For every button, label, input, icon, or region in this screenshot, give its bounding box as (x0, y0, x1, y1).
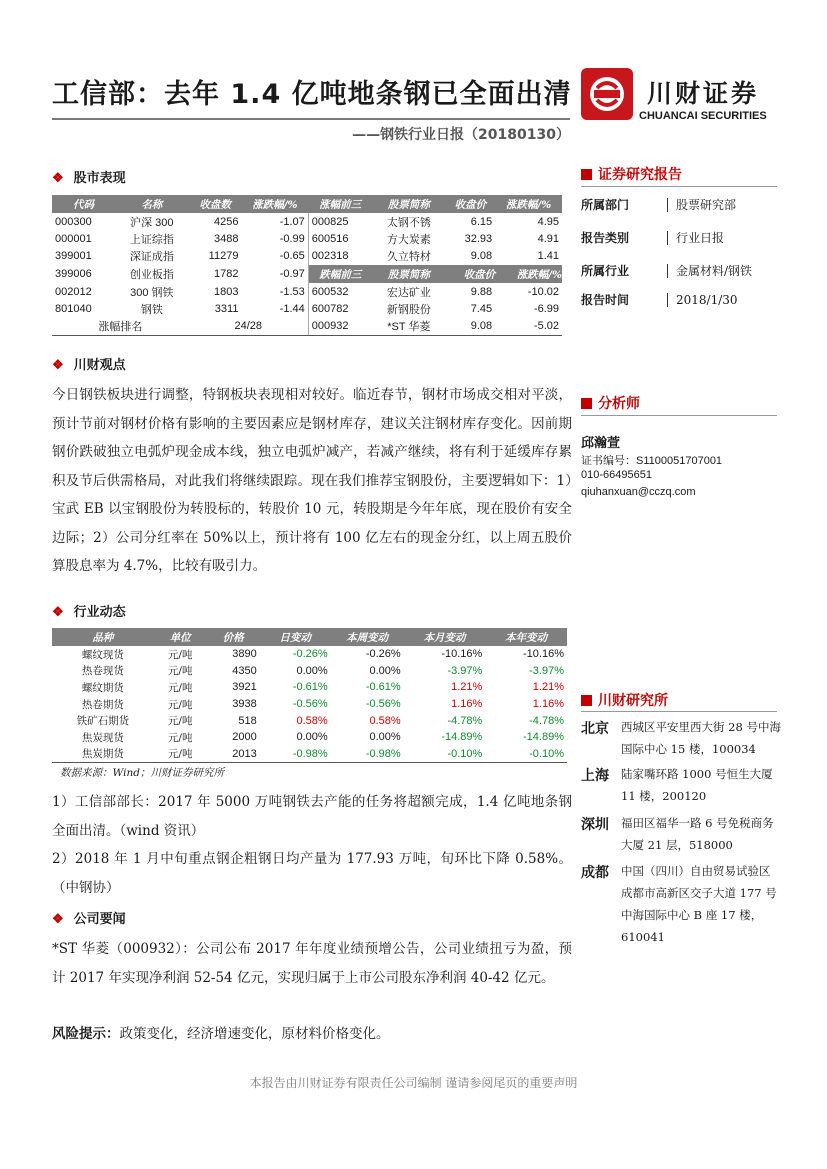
view-paragraph: 今日钢铁板块进行调整，特钢板块表现相对较好。临近春节，钢材市场成交相对平淡，预计节前对钢材价格有影响的主要因素应是钢材库存，建议关注钢材库存变化。因前期钢价跌破独立电弧炉现金成本线，独立电弧炉减产，若减产继续，将有利于延缓库存累积及节后供需格局，对此我们将继续跟踪。现在我们推荐宝钢股份，主要逻辑如下：1）宝武 EB 以宝钢股份为转股标的，转股价 10 元，转股期是今年年底，现在股价有安全边际；2）公司分红率在 50%以上，预计将有 100 亿左右的现金分红，以上周五股价算股息率为 4.7%，比较有吸引力。 (52, 387, 572, 574)
office-city: 北京 (581, 721, 609, 737)
table-row: 399006 创业板指 1782 -0.97 跌幅前三 股票简称 收盘价 涨跌幅/% (52, 265, 562, 283)
analyst-name: 邱瀚萱 (581, 436, 621, 451)
logo-chinese-name: 川财证券 (647, 79, 760, 108)
company-news: *ST 华菱（000932）：公司公布 2017 年年度业绩预增公告，公司业绩扭亏为盈，预计 2017 年实现净利润 52-54 亿元，实现归属于上市公司股东净利润 40-42 亿元。 (52, 941, 572, 986)
risk-note (52, 1020, 572, 1049)
red-square-icon (581, 398, 592, 409)
office-address: 中国（四川）自由贸易试验区成都市高新区交子大道 177 号中海国际中心 B 座 17 楼，610041 (621, 864, 777, 944)
table-row: 螺纹期货 元/吨 3921 -0.61% -0.61% 1.21% 1.21% (81, 681, 564, 694)
page-footer: 本报告由川财证券有限责任公司编制 谨请参阅尾页的重要声明 (249, 1076, 578, 1090)
table-row: 热卷期货 元/吨 3938 -0.56% -0.56% 1.16% 1.16% (81, 698, 564, 711)
office-city: 深圳 (581, 817, 609, 833)
data-source-note: 数据来源：Wind；川财证券研究所 (60, 767, 224, 779)
company-logo (581, 68, 781, 128)
report-info-heading: 证券研究报告 (581, 164, 682, 184)
analyst-email[interactable]: qiuhanxuan@cczq.com (581, 486, 696, 498)
office-address: 福田区福华一路 6 号免税商务大厦 21 层，518000 (621, 816, 774, 852)
analyst-phone: 010-66495651 (581, 469, 652, 481)
diamond-bullet-icon: ❖ (52, 171, 64, 186)
office-city: 上海 (581, 768, 609, 784)
company-heading: ❖ 公司要闻 (52, 912, 126, 927)
red-square-icon (581, 695, 592, 706)
table-row: 焦炭现货 元/吨 2000 0.00% 0.00% -14.89% -14.89% (81, 731, 564, 744)
table-row: 铁矿石期货 元/吨 518 0.58% 0.58% -4.78% -4.78% (76, 714, 564, 728)
table-row: 焦炭期货 元/吨 2013 -0.98% -0.98% -0.10% -0.10% (52, 746, 567, 763)
industry-heading: ❖ 行业动态 (52, 605, 126, 620)
diamond-bullet-icon: ❖ (52, 605, 64, 620)
industry-news-2: 2）2018 年 1 月中旬重点钢企粗钢日均产量为 177.93 万吨，旬环比下降 0.58%。（中钢协） (52, 851, 572, 896)
analyst-certificate: 证书编号：S1100051707001 (581, 455, 723, 467)
table-row: 801040 钢铁 3311 -1.44 600782 新钢股份 7.45 -6.99 (52, 301, 562, 318)
office-city: 成都 (581, 865, 609, 881)
report-info-row: 报告时间 2018/1/30 (581, 293, 738, 307)
sidebar-divider (581, 415, 777, 416)
table-row: 000001 上证综指 3488 -0.99 600516 方大炭素 32.93 4.91 (52, 230, 562, 247)
red-square-icon (581, 169, 592, 180)
table-row: 002012 300 钢铁 1803 -1.53 600532 宏达矿业 9.88 -10.02 (52, 283, 562, 300)
table-row: 螺纹现货 元/吨 3890 -0.26% -0.26% -10.16% -10.16% (81, 648, 564, 661)
diamond-bullet-icon: ❖ (52, 358, 64, 373)
industry-news-1: 1）工信部部长：2017 年 5000 万吨钢铁去产能的任务将超额完成，1.4 亿吨地条钢全面出清。（wind 资讯） (52, 794, 572, 839)
report-title: 工信部：去年 1.4 亿吨地条钢已全面出清 (52, 79, 572, 110)
office-address: 陆家嘴环路 1000 号恒生大厦 11 楼，200120 (621, 767, 773, 803)
industry-table (52, 628, 567, 763)
report-info-row: 所属行业 金属材料/钢铁 (581, 264, 753, 278)
diamond-bullet-icon: ❖ (52, 912, 64, 927)
risk-label: 风险提示： (52, 1026, 120, 1042)
table-row: 399001 深证成指 11279 -0.65 002318 久立特材 9.08 1.41 (52, 248, 562, 265)
analyst-heading: 分析师 (581, 393, 640, 413)
view-heading: ❖ 川财观点 (52, 358, 126, 373)
sidebar-divider (581, 711, 777, 712)
market-table (52, 195, 562, 336)
institute-heading: 川财研究所 (581, 690, 668, 710)
logo-english-name: CHUANCAI SECURITIES (639, 110, 767, 122)
risk-text: 政策变化，经济增速变化，原材料价格变化。 (119, 1026, 390, 1042)
report-info-row: 所属部门 股票研究部 (581, 198, 737, 212)
chuancai-logo-icon (581, 68, 633, 120)
report-info-row: 报告类别 行业日报 (581, 231, 725, 245)
table-row: 涨幅排名 24/28 000932 *ST 华菱 9.08 -5.02 (52, 318, 562, 335)
sidebar-divider (581, 186, 777, 187)
table-row: 000300 沪深 300 4256 -1.07 000825 太钢不锈 6.15 4.95 (52, 213, 562, 230)
market-heading: ❖ 股市表现 (52, 171, 126, 186)
report-subtitle: ——钢铁行业日报（20180130） (352, 127, 570, 143)
table-row: 热卷现货 元/吨 4350 0.00% 0.00% -3.97% -3.97% (81, 664, 564, 678)
office-address: 西城区平安里西大街 28 号中海国际中心 15 楼，100034 (621, 720, 781, 756)
market-table-header: 代码 名称 收盘数 涨跌幅/% 涨幅前三 股票简称 收盘价 涨跌幅/% (52, 195, 562, 213)
industry-table-header: 品种 单位 价格 日变动 本周变动 本月变动 本年变动 (52, 628, 567, 646)
title-divider (52, 118, 570, 120)
